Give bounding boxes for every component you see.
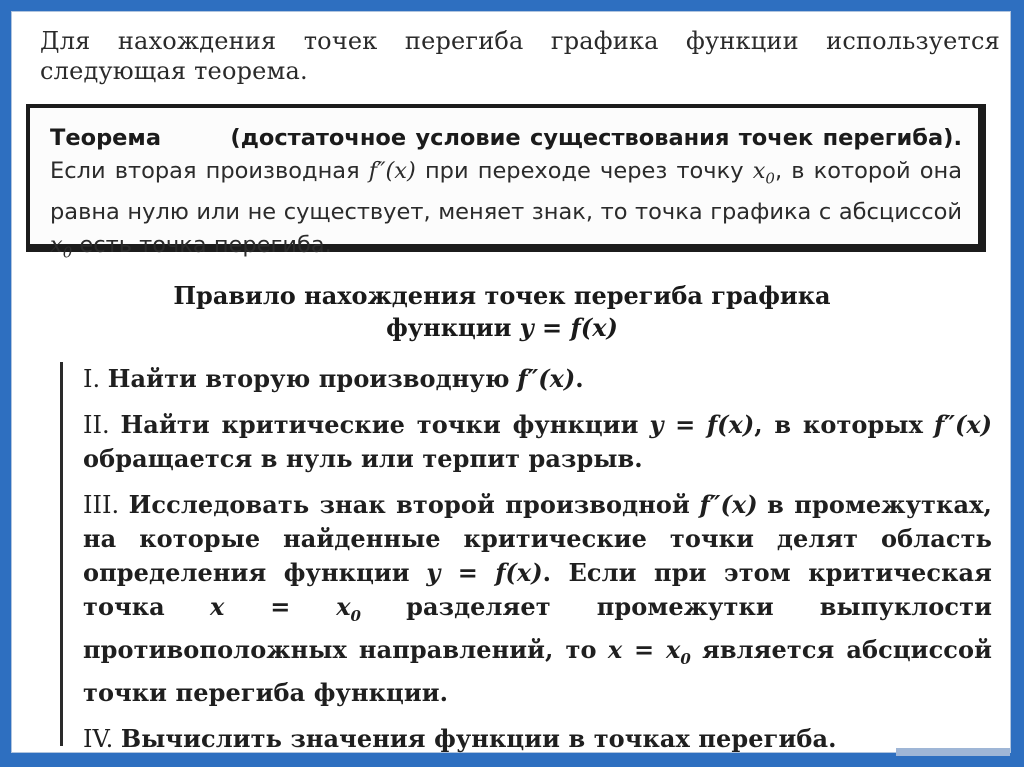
theorem-f2: f″(x)	[368, 158, 416, 184]
step-4: IV. Вычислить значения функции в точках перегиба.	[83, 723, 837, 753]
rule-title	[132, 280, 872, 344]
rule-title-line-1: Правило нахождения точек перегиба графика	[173, 281, 831, 310]
theorem-box	[26, 104, 986, 261]
step-1: I. Найти вторую производную f″(x).	[83, 364, 584, 393]
rule-steps	[60, 362, 993, 753]
theorem-x0-second: $x_0$	[50, 231, 73, 261]
theorem-title: (достаточное условие существования точек перегиба).	[230, 125, 962, 151]
theorem-text-2: при переходе через точку	[424, 158, 744, 184]
step-2: II. Найти критические точки функции y = f(x), в которых f″(x) обращается в нуль или терпит разрыв.	[83, 410, 993, 473]
theorem-text-4: есть точка перегиба.	[79, 231, 332, 258]
slide	[12, 12, 1010, 752]
theorem-x0: $x_0$	[752, 158, 775, 188]
rule-title-math: y = f(x)	[519, 313, 618, 342]
theorem-label: Теорема	[50, 125, 162, 151]
theorem-text-1: Если вторая производная	[50, 158, 360, 184]
intro-text: Для нахождения точек перегиба графика функции используется следующая теорема.	[40, 27, 1000, 85]
theorem-text-3: , в которой она равна нулю или не существует, меняет знак, то точка графика с абсциссой	[50, 158, 963, 225]
page-edge	[896, 748, 1010, 756]
step-3: III. Исследовать знак второй производной f″(x) в промежутках, на которые найденные критические точки делят область определения функции y = f(x). Если при этом критическая точка $x = x_0$ разделяет промежутки выпуклости противоположных направлений, то $x = x_0$ является абсциссой точки перегиба функции.	[83, 490, 993, 707]
rule-title-line-2: функции y = f(x)	[386, 313, 618, 342]
